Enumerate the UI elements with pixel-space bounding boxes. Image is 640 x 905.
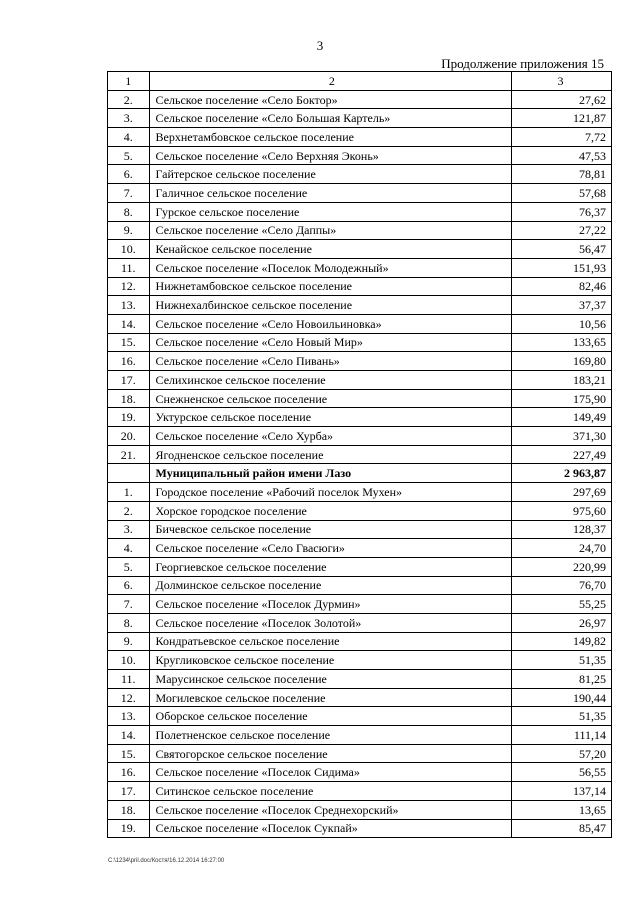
- row-number-cell: 15.: [108, 333, 150, 352]
- row-value-cell: 57,68: [512, 184, 612, 203]
- row-value-cell: 975,60: [512, 501, 612, 520]
- row-value-cell: 149,49: [512, 408, 612, 427]
- row-number-cell: 17.: [108, 371, 150, 390]
- table-row: [108, 595, 612, 614]
- row-name-cell: Сельское поселение «Село Верхняя Эконь»: [149, 146, 512, 165]
- table-row: [108, 744, 612, 763]
- column-header-1: 1: [108, 72, 150, 91]
- table-row: [108, 333, 612, 352]
- table-header-row: [108, 72, 612, 91]
- table-row: [108, 296, 612, 315]
- row-number-cell: 12.: [108, 277, 150, 296]
- row-number-cell: 16.: [108, 352, 150, 371]
- row-value-cell: 149,82: [512, 632, 612, 651]
- table-row: [108, 128, 612, 147]
- row-name-cell: Сельское поселение «Поселок Золотой»: [149, 613, 512, 632]
- table-row: [108, 221, 612, 240]
- table-row: [108, 483, 612, 502]
- row-number-cell: 16.: [108, 763, 150, 782]
- row-name-cell: Оборское сельское поселение: [149, 707, 512, 726]
- row-name-cell: Нижнехалбинское сельское поселение: [149, 296, 512, 315]
- row-name-cell: Верхнетамбовское сельское поселение: [149, 128, 512, 147]
- row-name-cell: Сельское поселение «Поселок Сидима»: [149, 763, 512, 782]
- row-name-cell: Муниципальный район имени Лазо: [149, 464, 512, 483]
- row-name-cell: Ягодненское сельское поселение: [149, 445, 512, 464]
- row-number-cell: 11.: [108, 258, 150, 277]
- table-row: [108, 389, 612, 408]
- table-row: [108, 557, 612, 576]
- row-name-cell: Сельское поселение «Село Пивань»: [149, 352, 512, 371]
- row-value-cell: 55,25: [512, 595, 612, 614]
- table-row: [108, 782, 612, 801]
- row-value-cell: 76,37: [512, 202, 612, 221]
- row-name-cell: Сельское поселение «Село Новоильиновка»: [149, 314, 512, 333]
- row-name-cell: Сельское поселение «Поселок Среднехорский»: [149, 800, 512, 819]
- row-value-cell: 27,62: [512, 90, 612, 109]
- table-row: [108, 90, 612, 109]
- row-value-cell: 169,80: [512, 352, 612, 371]
- row-value-cell: 24,70: [512, 539, 612, 558]
- row-name-cell: Сельское поселение «Поселок Сукпай»: [149, 819, 512, 838]
- row-value-cell: 2 963,87: [512, 464, 612, 483]
- row-name-cell: Кондратьевское сельское поселение: [149, 632, 512, 651]
- table-row: [108, 539, 612, 558]
- table-row: [108, 520, 612, 539]
- row-value-cell: 57,20: [512, 744, 612, 763]
- row-number-cell: 10.: [108, 651, 150, 670]
- table-row: [108, 632, 612, 651]
- row-number-cell: 13.: [108, 707, 150, 726]
- row-name-cell: Кенайское сельское поселение: [149, 240, 512, 259]
- row-name-cell: Марусинское сельское поселение: [149, 670, 512, 689]
- row-value-cell: 137,14: [512, 782, 612, 801]
- row-value-cell: 13,65: [512, 800, 612, 819]
- row-value-cell: 10,56: [512, 314, 612, 333]
- table-row: [108, 240, 612, 259]
- row-value-cell: 128,37: [512, 520, 612, 539]
- row-value-cell: 56,55: [512, 763, 612, 782]
- row-number-cell: 15.: [108, 744, 150, 763]
- table-row: [108, 371, 612, 390]
- table-row: [108, 819, 612, 838]
- row-value-cell: 121,87: [512, 109, 612, 128]
- row-number-cell: 3.: [108, 520, 150, 539]
- row-number-cell: 7.: [108, 184, 150, 203]
- table-row: [108, 352, 612, 371]
- row-number-cell: 18.: [108, 389, 150, 408]
- row-value-cell: 7,72: [512, 128, 612, 147]
- row-name-cell: Городское поселение «Рабочий поселок Мухен»: [149, 483, 512, 502]
- row-value-cell: 371,30: [512, 427, 612, 446]
- row-value-cell: 81,25: [512, 670, 612, 689]
- column-header-2: 2: [149, 72, 512, 91]
- row-name-cell: Долминское сельское поселение: [149, 576, 512, 595]
- row-value-cell: 56,47: [512, 240, 612, 259]
- row-name-cell: Сельское поселение «Поселок Молодежный»: [149, 258, 512, 277]
- row-value-cell: 220,99: [512, 557, 612, 576]
- row-number-cell: 6.: [108, 576, 150, 595]
- appendix-continuation-note: Продолжение приложения 15: [441, 56, 604, 71]
- table-row: [108, 501, 612, 520]
- row-number-cell: 8.: [108, 613, 150, 632]
- row-number-cell: 10.: [108, 240, 150, 259]
- table-row: [108, 688, 612, 707]
- row-name-cell: Сельское поселение «Село Новый Мир»: [149, 333, 512, 352]
- table-row: [108, 202, 612, 221]
- row-number-cell: 9.: [108, 221, 150, 240]
- table-row: [108, 651, 612, 670]
- table-body: [108, 72, 612, 838]
- row-number-cell: 14.: [108, 726, 150, 745]
- row-number-cell: 8.: [108, 202, 150, 221]
- row-value-cell: 78,81: [512, 165, 612, 184]
- table-row: [108, 146, 612, 165]
- table-row: [108, 165, 612, 184]
- row-number-cell: 14.: [108, 314, 150, 333]
- table-row: [108, 277, 612, 296]
- row-name-cell: Полетненское сельское поселение: [149, 726, 512, 745]
- table-row: [108, 670, 612, 689]
- table-row: [108, 576, 612, 595]
- row-number-cell: 21.: [108, 445, 150, 464]
- row-value-cell: 133,65: [512, 333, 612, 352]
- row-number-cell: 12.: [108, 688, 150, 707]
- row-value-cell: 27,22: [512, 221, 612, 240]
- row-value-cell: 190,44: [512, 688, 612, 707]
- row-name-cell: Селихинское сельское поселение: [149, 371, 512, 390]
- row-number-cell: 20.: [108, 427, 150, 446]
- row-name-cell: Сельское поселение «Село Боктор»: [149, 90, 512, 109]
- row-name-cell: Сельское поселение «Село Хурба»: [149, 427, 512, 446]
- footer-file-path: C:\1234\pril.doc/Костя/16.12.2014 16:27:00: [108, 858, 225, 864]
- table-row: [108, 314, 612, 333]
- row-number-cell: 11.: [108, 670, 150, 689]
- row-number-cell: 13.: [108, 296, 150, 315]
- row-name-cell: Гурское сельское поселение: [149, 202, 512, 221]
- data-table: [107, 71, 612, 838]
- table-row: [108, 109, 612, 128]
- row-number-cell: [108, 464, 150, 483]
- row-number-cell: 4.: [108, 128, 150, 147]
- table-row: [108, 800, 612, 819]
- row-name-cell: Галичное сельское поселение: [149, 184, 512, 203]
- row-number-cell: 3.: [108, 109, 150, 128]
- row-name-cell: Хорское городское поселение: [149, 501, 512, 520]
- row-value-cell: 175,90: [512, 389, 612, 408]
- table-row: [108, 613, 612, 632]
- row-name-cell: Могилевское сельское поселение: [149, 688, 512, 707]
- row-name-cell: Гайтерское сельское поселение: [149, 165, 512, 184]
- row-number-cell: 2.: [108, 90, 150, 109]
- row-number-cell: 19.: [108, 408, 150, 427]
- row-number-cell: 5.: [108, 146, 150, 165]
- row-value-cell: 82,46: [512, 277, 612, 296]
- row-number-cell: 6.: [108, 165, 150, 184]
- row-name-cell: Святогорское сельское поселение: [149, 744, 512, 763]
- column-header-3: 3: [512, 72, 612, 91]
- row-name-cell: Сельское поселение «Село Даппы»: [149, 221, 512, 240]
- table-row: [108, 258, 612, 277]
- row-number-cell: 2.: [108, 501, 150, 520]
- row-name-cell: Кругликовское сельское поселение: [149, 651, 512, 670]
- row-number-cell: 19.: [108, 819, 150, 838]
- row-value-cell: 151,93: [512, 258, 612, 277]
- row-name-cell: Снежненское сельское поселение: [149, 389, 512, 408]
- row-value-cell: 47,53: [512, 146, 612, 165]
- row-name-cell: Сельское поселение «Село Большая Картель»: [149, 109, 512, 128]
- row-value-cell: 76,70: [512, 576, 612, 595]
- row-value-cell: 111,14: [512, 726, 612, 745]
- table-row: [108, 408, 612, 427]
- row-value-cell: 297,69: [512, 483, 612, 502]
- row-number-cell: 1.: [108, 483, 150, 502]
- page-number: 3: [316, 38, 324, 53]
- row-name-cell: Бичевское сельское поселение: [149, 520, 512, 539]
- table-row: [108, 445, 612, 464]
- row-number-cell: 7.: [108, 595, 150, 614]
- table-row: [108, 427, 612, 446]
- row-name-cell: Георгиевское сельское поселение: [149, 557, 512, 576]
- table-row: [108, 707, 612, 726]
- row-value-cell: 51,35: [512, 707, 612, 726]
- table-row: [108, 726, 612, 745]
- row-number-cell: 9.: [108, 632, 150, 651]
- row-number-cell: 4.: [108, 539, 150, 558]
- row-value-cell: 37,37: [512, 296, 612, 315]
- row-name-cell: Сельское поселение «Село Гвасюги»: [149, 539, 512, 558]
- row-name-cell: Ситинское сельское поселение: [149, 782, 512, 801]
- row-value-cell: 183,21: [512, 371, 612, 390]
- row-number-cell: 17.: [108, 782, 150, 801]
- table-row-district-total: [108, 464, 612, 483]
- row-number-cell: 18.: [108, 800, 150, 819]
- row-value-cell: 85,47: [512, 819, 612, 838]
- row-name-cell: Уктурское сельское поселение: [149, 408, 512, 427]
- row-value-cell: 51,35: [512, 651, 612, 670]
- row-value-cell: 227,49: [512, 445, 612, 464]
- table-row: [108, 763, 612, 782]
- row-name-cell: Нижнетамбовское сельское поселение: [149, 277, 512, 296]
- row-number-cell: 5.: [108, 557, 150, 576]
- row-name-cell: Сельское поселение «Поселок Дурмин»: [149, 595, 512, 614]
- table-row: [108, 184, 612, 203]
- row-value-cell: 26,97: [512, 613, 612, 632]
